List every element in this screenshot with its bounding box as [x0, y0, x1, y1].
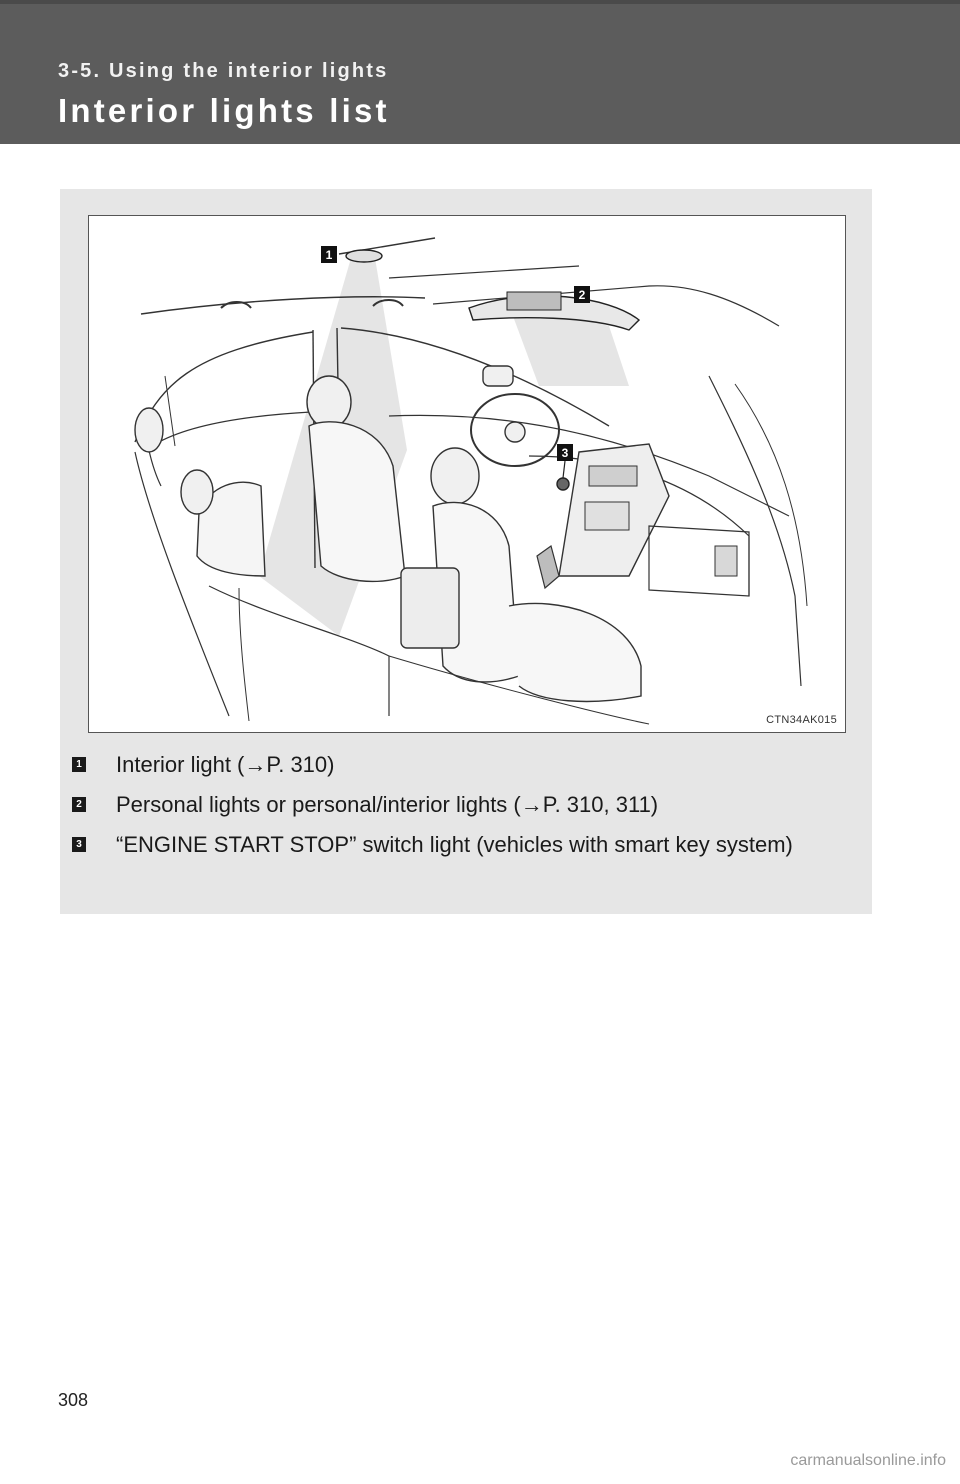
engine-start-switch — [557, 478, 569, 490]
callout-1 — [321, 246, 337, 263]
item-number-badge: 1 — [72, 757, 86, 772]
item-text: Personal lights or personal/interior lights (→P. 310, 311) — [116, 792, 659, 817]
interior-light-fixture — [346, 250, 382, 262]
callout-3 — [557, 444, 573, 461]
header-top-edge — [0, 0, 960, 4]
list-item — [72, 787, 842, 823]
svg-text:1: 1 — [325, 248, 333, 262]
item-number-badge: 2 — [72, 797, 86, 812]
callout-2 — [574, 286, 590, 303]
light-list — [72, 747, 842, 867]
content-panel — [60, 189, 872, 914]
item-number-badge: 3 — [72, 837, 86, 852]
figure-code: CTN34AK015 — [766, 714, 837, 726]
list-item — [72, 747, 842, 783]
page-title: Interior lights list — [58, 92, 390, 129]
page-header — [0, 0, 960, 144]
list-item — [72, 827, 842, 863]
section-label: 3-5. Using the interior lights — [58, 60, 389, 82]
watermark: carmanualsonline.info — [790, 1452, 946, 1469]
item-text: Interior light (→P. 310) — [116, 752, 335, 777]
item-text: “ENGINE START STOP” switch light (vehicles with smart key system) — [116, 832, 793, 857]
svg-text:2: 2 — [578, 288, 586, 302]
car-interior-illustration — [88, 215, 846, 733]
svg-text:3: 3 — [561, 446, 569, 460]
car-interior-drawing — [89, 216, 845, 732]
page-number: 308 — [58, 1390, 89, 1410]
